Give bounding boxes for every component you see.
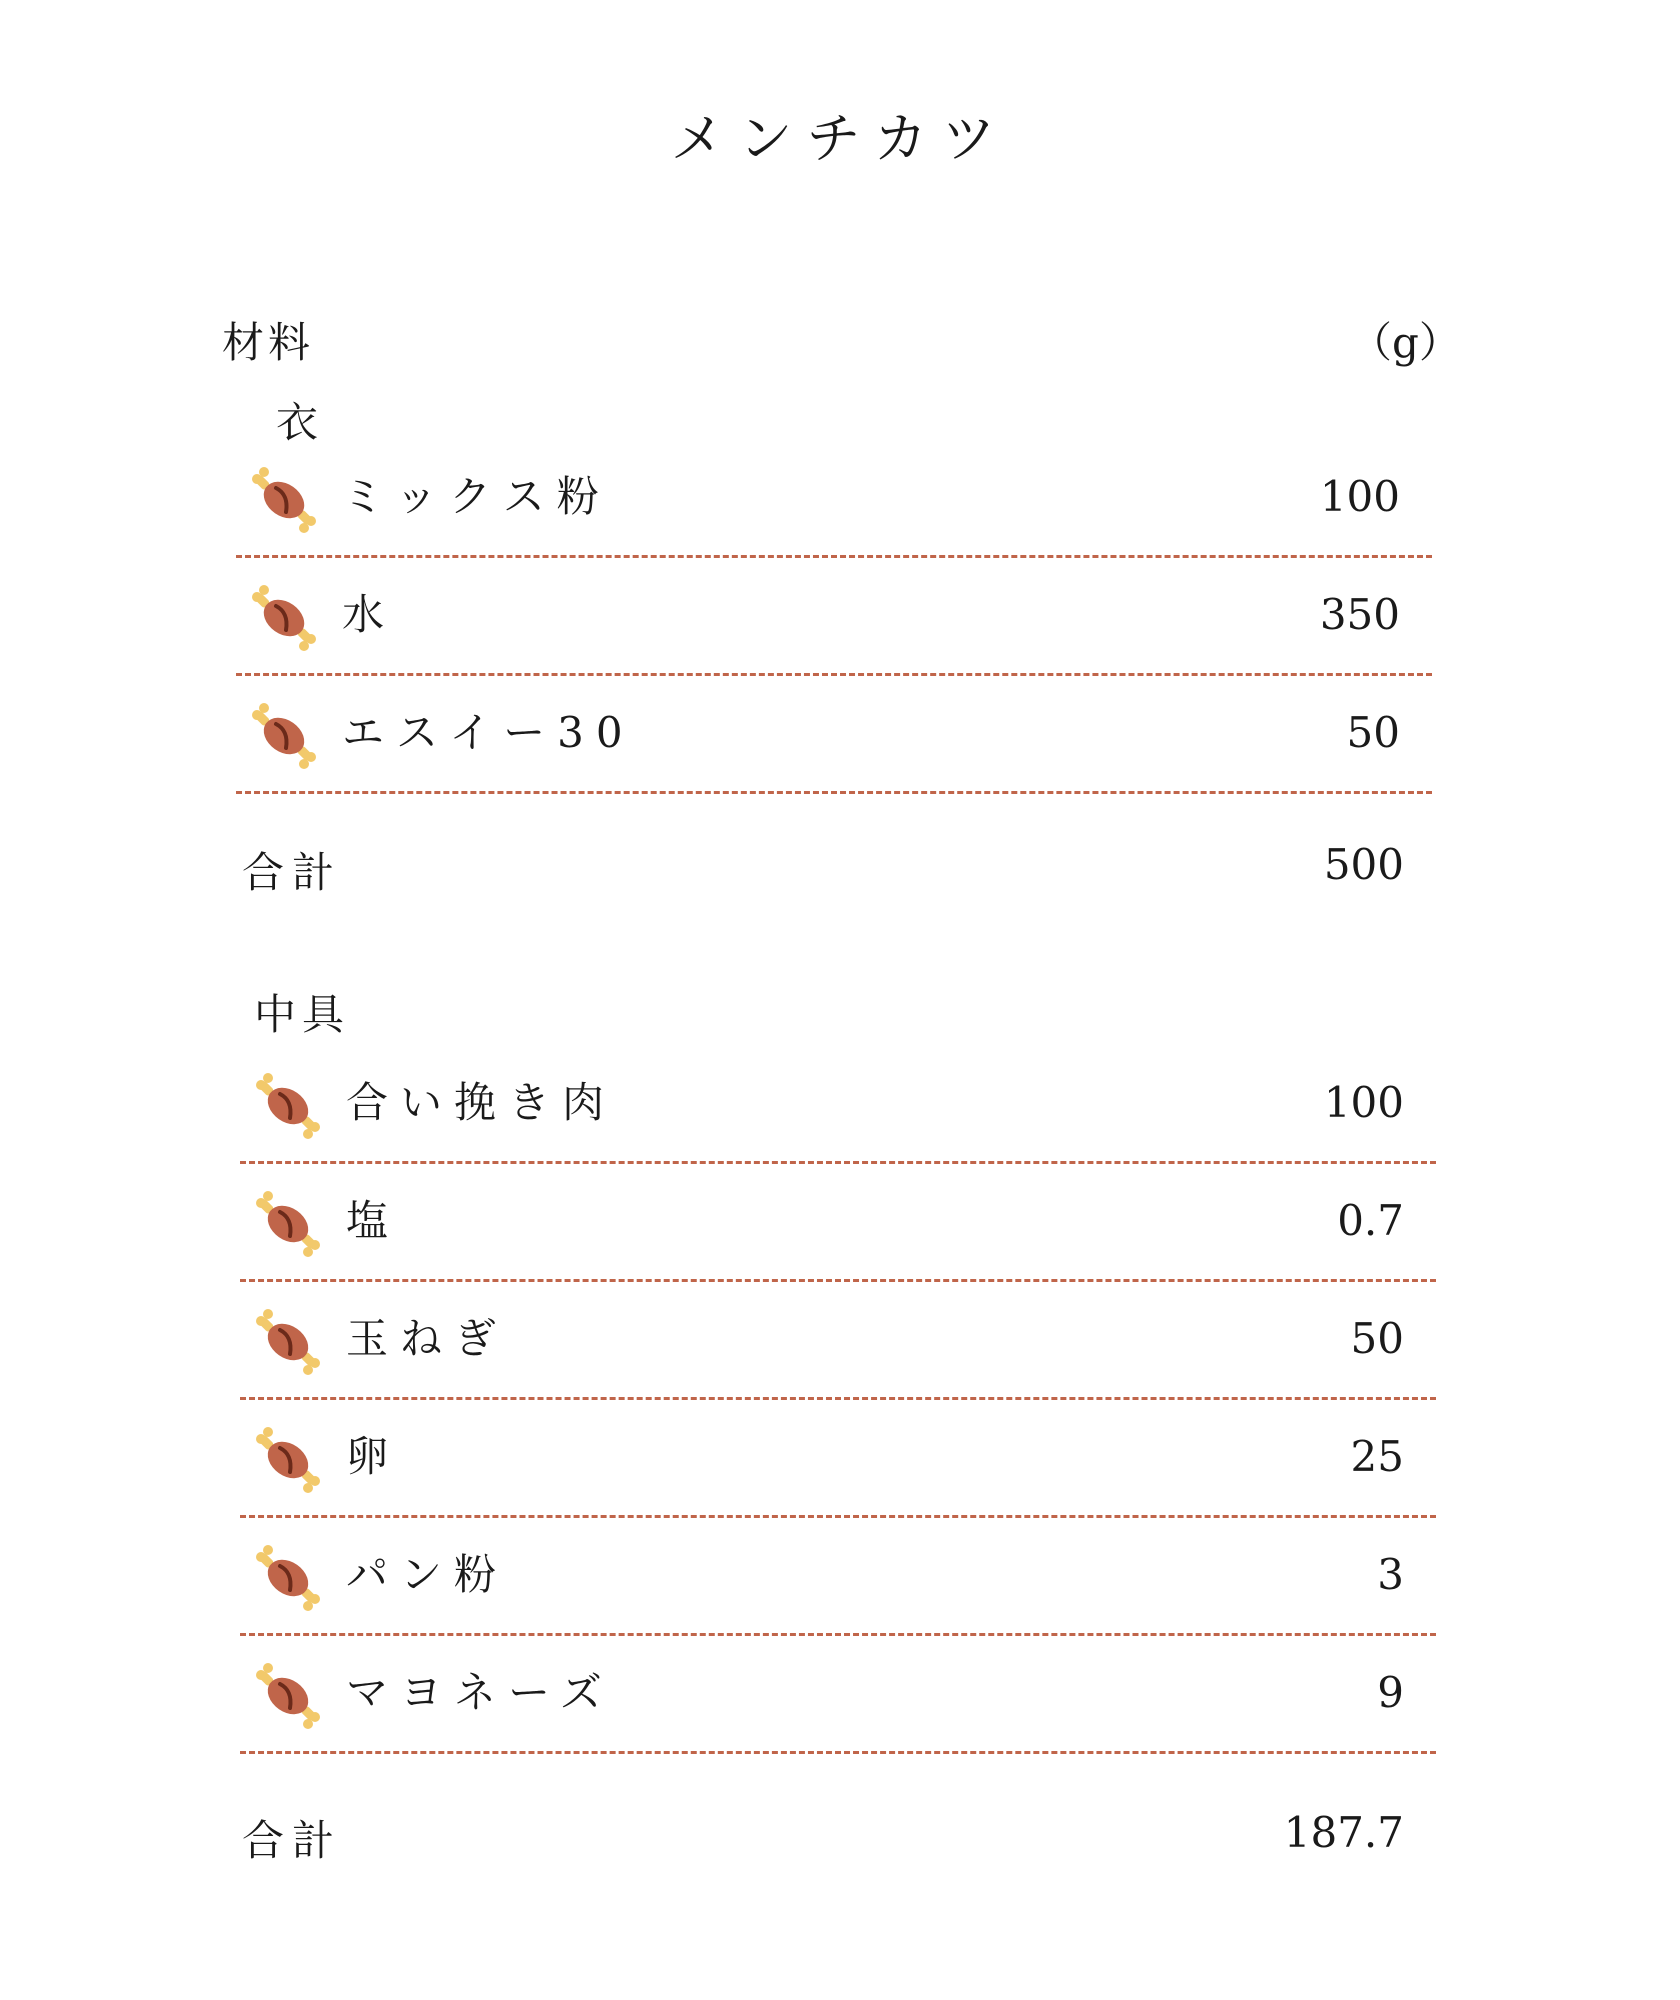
ingredient-name: 水: [342, 590, 397, 639]
page-title: メンチカツ: [670, 107, 1010, 170]
ingredient-quantity: 50: [1346, 708, 1400, 757]
ingredient-row: [240, 1518, 1436, 1636]
ingredient-row: [240, 1636, 1436, 1754]
meat-on-bone-icon: [250, 702, 318, 770]
ingredient-quantity: 0.7: [1337, 1196, 1404, 1245]
meat-on-bone-icon: [254, 1426, 322, 1494]
ingredient-name: ミックス粉: [342, 472, 611, 521]
ingredient-row: [240, 1400, 1436, 1518]
ingredient-name: 合い挽き肉: [346, 1078, 617, 1127]
ingredient-row: [236, 676, 1432, 794]
total-label: 合計: [242, 848, 343, 897]
section-total-row: [242, 840, 1404, 900]
meat-on-bone-icon: [254, 1072, 322, 1140]
meat-on-bone-icon: [254, 1544, 322, 1612]
total-value: 500: [1323, 840, 1404, 889]
ingredient-quantity: 350: [1319, 590, 1400, 639]
ingredient-quantity: 3: [1377, 1550, 1404, 1599]
ingredient-name: 塩: [346, 1196, 401, 1245]
ingredient-quantity: 100: [1319, 472, 1400, 521]
ingredient-quantity: 50: [1350, 1314, 1404, 1363]
meat-on-bone-icon: [254, 1308, 322, 1376]
section-total-row: [242, 1808, 1404, 1868]
ingredient-row: [240, 1282, 1436, 1400]
ingredient-row: [236, 558, 1432, 676]
ingredient-name: 玉ねぎ: [346, 1314, 509, 1363]
ingredient-name: エスイー30: [342, 708, 635, 757]
section-title-koromo: 衣: [276, 398, 325, 447]
meat-on-bone-icon: [250, 466, 318, 534]
meat-on-bone-icon: [254, 1662, 322, 1730]
ingredient-name: パン粉: [346, 1550, 509, 1599]
ingredient-name: マヨネーズ: [346, 1668, 614, 1717]
ingredient-row: [236, 440, 1432, 558]
meat-on-bone-icon: [250, 584, 318, 652]
ingredient-name: 卵: [346, 1432, 401, 1481]
materials-header: 材料: [222, 318, 315, 367]
unit-header: （g）: [1350, 318, 1461, 367]
total-value: 187.7: [1283, 1808, 1404, 1857]
ingredient-row: [240, 1046, 1436, 1164]
total-label: 合計: [242, 1816, 343, 1865]
ingredient-row: [240, 1164, 1436, 1282]
ingredient-quantity: 100: [1323, 1078, 1404, 1127]
section-title-nakagu: 中具: [254, 990, 351, 1039]
meat-on-bone-icon: [254, 1190, 322, 1258]
ingredient-quantity: 25: [1350, 1432, 1404, 1481]
ingredient-quantity: 9: [1377, 1668, 1404, 1717]
